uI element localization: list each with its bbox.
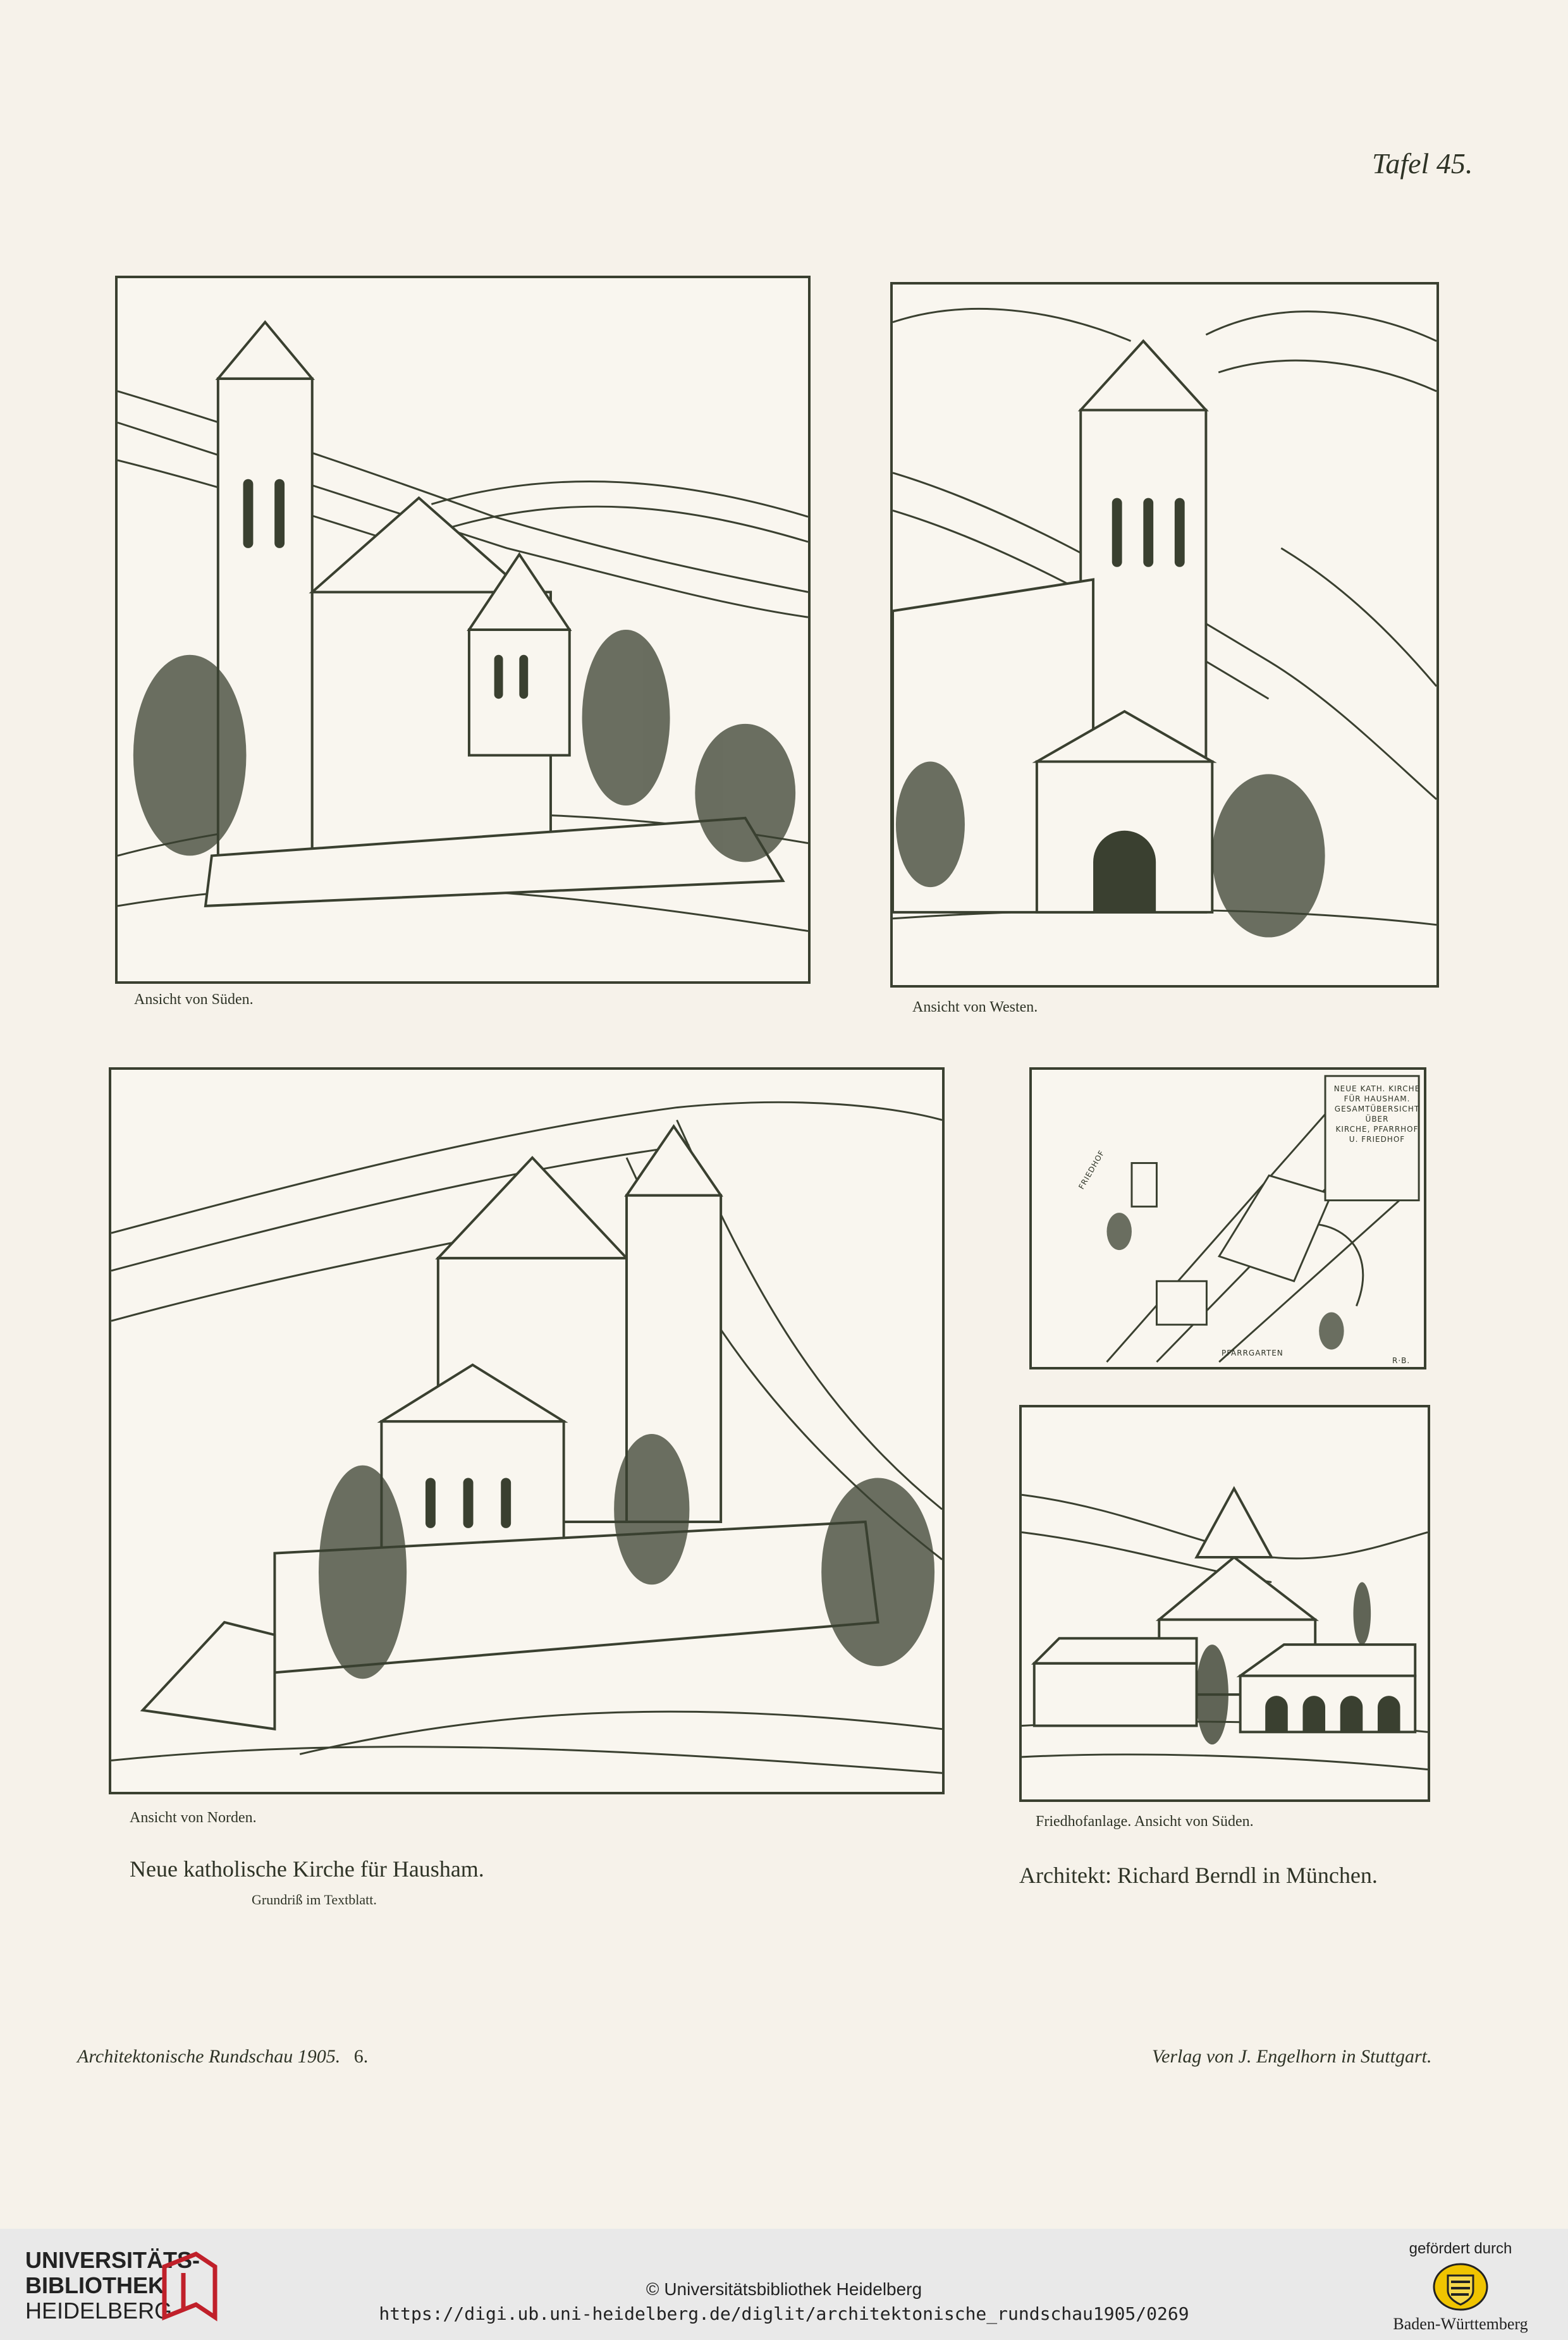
footer-journal-title: Architektonische Rundschau 1905.: [77, 2046, 341, 2067]
copyright-notice: © Universitätsbibliothek Heidelberg: [646, 2279, 922, 2299]
drawing-cemetery-view: [1019, 1405, 1430, 1802]
plan-label-friedhof: FRIEDHOF: [1077, 1148, 1106, 1191]
drawing-west-view: [890, 282, 1439, 988]
sponsor-label: gefördert durch: [1409, 2240, 1512, 2257]
plan-legend-line: GESAMTÜBERSICHT: [1334, 1105, 1420, 1113]
logo-line: UNIVERSITÄTS-: [25, 2247, 200, 2273]
plan-legend-line: U. FRIEDHOF: [1349, 1135, 1406, 1144]
drawing-north-view: [109, 1067, 945, 1794]
plate-subtitle: Grundriß im Textblatt.: [252, 1892, 377, 1908]
plan-legend-line: NEUE KATH. KIRCHE: [1333, 1084, 1421, 1093]
footer-publisher: Verlag von J. Engelhorn in Stuttgart.: [1152, 2046, 1432, 2067]
footer-journal: [77, 2046, 368, 2067]
caption-north-view: Ansicht von Norden.: [130, 1810, 257, 1826]
sponsor-block: [1378, 2240, 1543, 2334]
permalink-url[interactable]: https://digi.ub.uni-heidelberg.de/diglit/architektonische_rundschau1905/0269: [379, 2303, 1189, 2324]
plan-legend-line: FÜR HAUSHAM.: [1344, 1094, 1411, 1103]
library-footer-bar: [0, 2229, 1568, 2340]
plan-signature: R·B.: [1392, 1356, 1411, 1365]
logo-line: BIBLIOTHEK: [25, 2272, 164, 2298]
caption-cemetery-view: Friedhofanlage. Ansicht von Süden.: [1036, 1813, 1254, 1830]
caption-west-view: Ansicht von Westen.: [912, 999, 1038, 1015]
coat-of-arms-icon: [1432, 2262, 1489, 2312]
plate-number: Tafel 45.: [1372, 147, 1473, 180]
logo-line: HEIDELBERG: [25, 2298, 173, 2324]
plan-legend-line: ÜBER: [1365, 1115, 1389, 1124]
plate-title: Neue katholische Kirche für Hausham.: [130, 1856, 484, 1882]
plan-legend: [1330, 1084, 1424, 1144]
architect-credit: Architekt: Richard Berndl in München.: [1019, 1863, 1378, 1888]
cemetery-illustration: [1022, 1407, 1428, 1799]
plan-legend-line: KIRCHE, PFARRHOF: [1335, 1125, 1419, 1134]
church-south-illustration: [118, 278, 808, 981]
plan-label-pfarrgarten: PFARRGARTEN: [1222, 1349, 1283, 1357]
drawing-south-view: [115, 276, 811, 984]
church-west-illustration: [893, 285, 1436, 985]
caption-south-view: Ansicht von Süden.: [134, 991, 254, 1008]
church-north-illustration: [111, 1070, 942, 1792]
drawing-site-overview: [1029, 1067, 1426, 1369]
sponsor-state: Baden-Württemberg: [1393, 2315, 1528, 2333]
footer-issue: 6.: [353, 2046, 369, 2067]
